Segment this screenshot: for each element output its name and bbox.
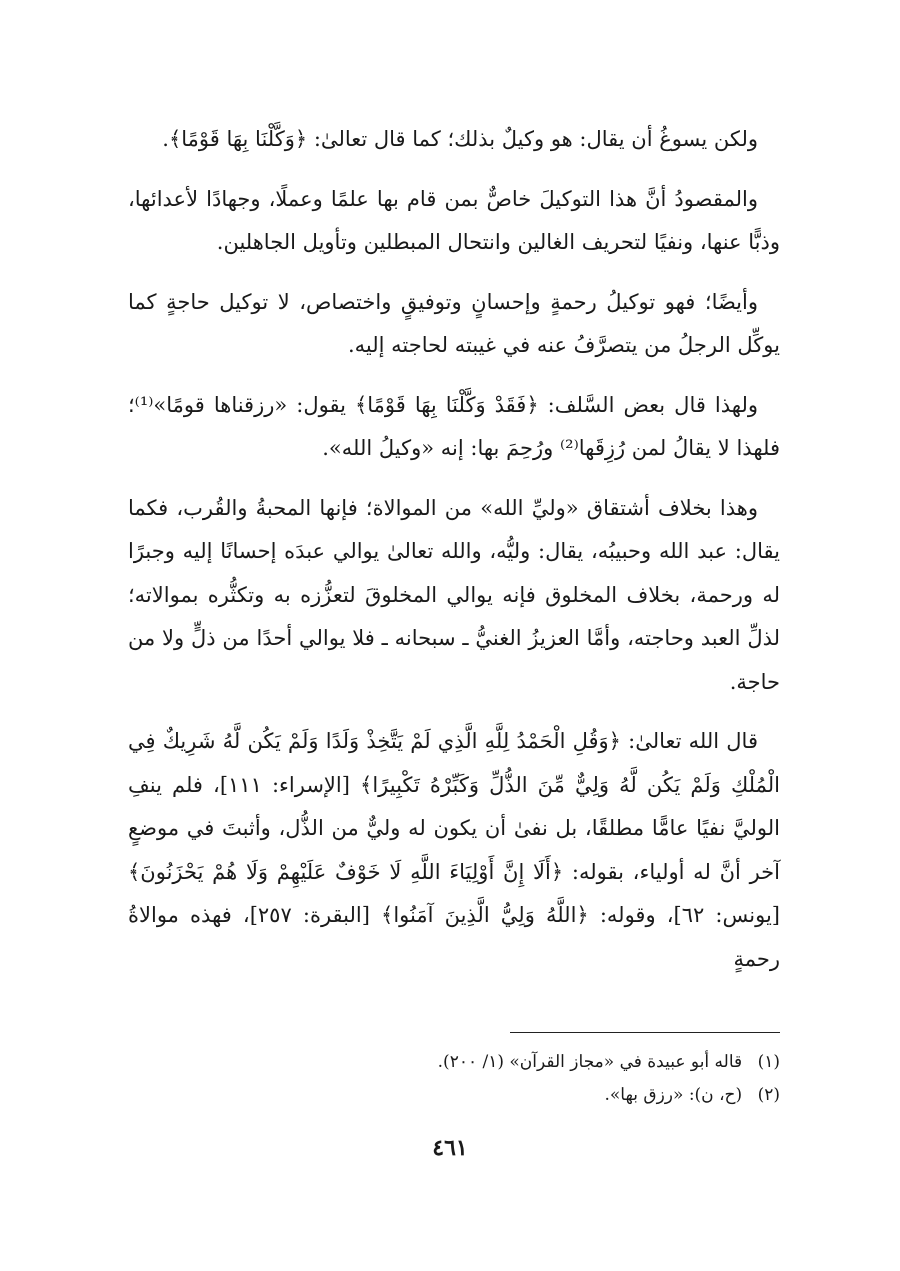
main-text bbox=[128, 118, 780, 997]
paragraph-2: والمقصودُ أنَّ هذا التوكيلَ خاصٌّ بمن قام بها علمًا وعملًا، وجهادًا لأعدائها، وذبًّا عنها، ونفيًا لتحريف الغالين وانتحال المبطلين وتأويل الجاهلين. bbox=[128, 186, 780, 254]
page-number: ٤٦١ bbox=[432, 1135, 468, 1161]
footnote-divider bbox=[510, 1032, 780, 1033]
footnote-number: (١) bbox=[757, 1052, 780, 1072]
paragraph-5: وهذا بخلاف أشتقاق «وليِّ الله» من الموالاة؛ فإنها المحبةُ والقُرب، فكما يقال: عبد الله وحبيبُه، يقال: وليُّه، والله تعالىٰ يوالي عبدَه إحسانًا إليه وجبرًا له ورحمة، بخلاف المخلوق فإنه يوالي المخلوقَ لتعزُّزه به وتكثُّره بموالاته؛ لذلِّ العبد وحاجته، وأمَّا العزيزُ الغنيُّ ـ سبحانه ـ فلا يوالي أحدًا من ذلٍّ ولا من حاجة. bbox=[128, 495, 780, 694]
paragraph-1: ولكن يسوغُ أن يقال: هو وكيلٌ بذلك؛ كما قال تعالىٰ: ﴿وَكَّلْنَا بِهَا قَوْمًا﴾. bbox=[162, 127, 758, 151]
paragraph-4: ولهذا قال بعض السَّلف: ﴿فَقَدْ وَكَّلْنَا بِهَا قَوْمًا﴾ يقول: «رزقناها قومًا»⁽¹⁾؛ فلهذا لا يقالُ لمن رُزِقَها⁽²⁾ ورُحِمَ بها: إنه «وكيلُ الله». bbox=[128, 392, 780, 460]
footnote-text: (ح، ن): «رزق بها». bbox=[604, 1085, 743, 1105]
footnote-1 bbox=[128, 1046, 780, 1079]
paragraph-6: قال الله تعالىٰ: ﴿وَقُلِ الْحَمْدُ لِلَّهِ الَّذِي لَمْ يَتَّخِذْ وَلَدًا وَلَمْ يَكُن لَّهُ شَرِيكٌ فِي الْمُلْكِ وَلَمْ يَكُن لَّهُ وَلِيٌّ مِّنَ الذُّلِّ وَكَبِّرْهُ تَكْبِيرًا﴾ [الإسراء: ١١١]، فلم ينفِ الوليَّ نفيًا عامًّا مطلقًا، بل نفىٰ أن يكون له وليٌّ من الذُّل، وأثبتَ في موضعٍ آخر أنَّ له أولياء، بقوله: ﴿أَلَا إِنَّ أَوْلِيَاءَ اللَّهِ لَا خَوْفٌ عَلَيْهِمْ وَلَا هُمْ يَحْزَنُونَ﴾ [يونس: ٦٢]، وقوله: ﴿اللَّهُ وَلِيُّ الَّذِينَ آمَنُوا﴾ [البقرة: ٢٥٧]، فهذه موالاةُ رحمةٍ bbox=[128, 729, 780, 971]
footnotes bbox=[128, 1046, 780, 1112]
footnote-text: قاله أبو عبيدة في «مجاز القرآن» (١/ ٢٠٠). bbox=[437, 1052, 743, 1072]
footnote-2 bbox=[128, 1079, 780, 1112]
footnote-number: (٢) bbox=[757, 1085, 780, 1105]
paragraph-3: وأيضًا؛ فهو توكيلُ رحمةٍ وإحسانٍ وتوفيقٍ واختصاص، لا توكيل حاجةٍ كما يوكِّل الرجلُ من يتصرَّفُ عنه في غيبته لحاجته إليه. bbox=[128, 289, 780, 357]
